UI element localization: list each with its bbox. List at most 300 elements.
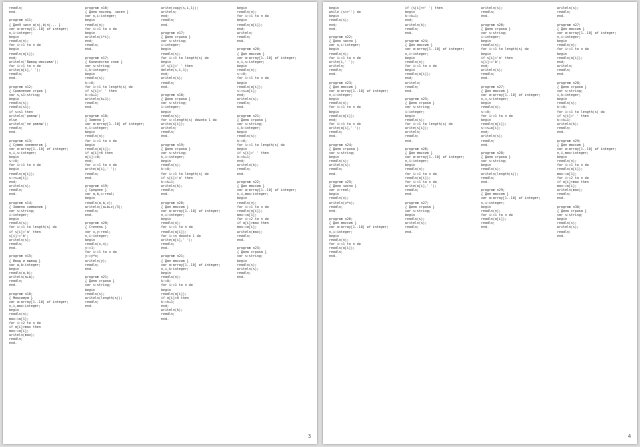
code-line: if s[i]=' ' then xyxy=(237,150,269,155)
code-line: n,i:integer; xyxy=(405,159,429,164)
code-line: program n20; xyxy=(237,47,261,52)
code-line: { Дан массив } xyxy=(481,192,509,197)
code-line: end. xyxy=(85,105,93,110)
code-line: for i:=1 to n do xyxy=(237,204,269,209)
code-line: for i:=1 to n do xyxy=(161,225,193,230)
code-line: n,i,s:integer; xyxy=(481,97,509,102)
code-line: readln; xyxy=(237,34,251,39)
code-line: readln(n); xyxy=(9,39,29,44)
code-line: end. xyxy=(481,225,489,230)
code-line: begin xyxy=(85,196,95,201)
code-line: readln; xyxy=(481,175,495,180)
code-line: k:=k+1; xyxy=(237,155,251,160)
code-line: writeln(s); xyxy=(481,134,503,139)
code-line: end; xyxy=(329,22,337,27)
code-line: for i:=1 to length(s) do xyxy=(9,225,57,230)
code-line: readln(s); xyxy=(85,76,105,81)
code-line: readln(a[i]); xyxy=(237,22,263,27)
code-line: readln; xyxy=(85,299,99,304)
code-line: program n21; xyxy=(161,254,185,259)
code-line: readln(n); xyxy=(557,43,577,48)
code-line: end. xyxy=(9,10,17,15)
code-line: { Дана строка } xyxy=(237,250,267,255)
code-line: readln; xyxy=(85,208,99,213)
code-line: begin xyxy=(481,204,491,209)
code-line: var s:string; xyxy=(405,208,431,213)
code-line: begin xyxy=(405,163,415,168)
code-line: for i:=1 to length(s) do xyxy=(161,55,209,60)
code-line: var a:array[1..10] of integer; xyxy=(237,55,297,60)
code-line: end. xyxy=(557,130,565,135)
code-line: { Сумма элементов } xyxy=(9,142,47,147)
code-line: writeln('Вывод массива'); xyxy=(9,59,59,64)
code-line: readln; xyxy=(9,126,23,131)
code-line: begin xyxy=(405,55,415,60)
code-line: writeln(k); xyxy=(237,163,259,168)
code-line: readln; xyxy=(9,188,23,193)
code-line: program n19; xyxy=(161,142,185,147)
code-line: readln; xyxy=(481,138,495,143)
document-page-right xyxy=(323,2,637,444)
code-line: writeln(s); xyxy=(161,76,183,81)
code-line: n,i:integer; xyxy=(481,200,505,205)
code-line: readln(s); xyxy=(9,221,29,226)
code-line: program n24; xyxy=(329,142,353,147)
code-line: k:=0; xyxy=(161,279,171,284)
code-line: begin xyxy=(481,51,491,56)
code-line: var a:array[1..10] of integer; xyxy=(405,155,465,160)
code-line: end; xyxy=(161,72,169,77)
code-line: begin xyxy=(9,47,19,52)
code-line: begin xyxy=(329,14,339,19)
code-line: s:=0; xyxy=(481,109,491,114)
code-line: var s:string; xyxy=(329,150,355,155)
code-line: readln; xyxy=(329,68,343,73)
code-line: writeln(k); xyxy=(405,22,427,27)
code-line: end; xyxy=(405,18,413,23)
code-line: write(a[i],' '); xyxy=(85,167,117,172)
text-column xyxy=(481,6,561,436)
code-line: program n12; xyxy=(9,84,33,89)
code-line: readln(n); xyxy=(329,51,349,56)
code-line: n,i:integer; xyxy=(9,30,33,35)
code-line: end. xyxy=(9,76,17,81)
code-line: begin xyxy=(481,39,491,44)
code-line: var s:string; xyxy=(405,105,431,110)
code-line: begin xyxy=(237,80,247,85)
code-line: end. xyxy=(161,316,169,321)
code-line: end; xyxy=(85,39,93,44)
code-line: readln; xyxy=(85,262,99,267)
code-line: readln; xyxy=(9,242,23,247)
code-line: program n19; xyxy=(85,184,109,189)
code-line: end; xyxy=(557,59,565,64)
code-line: n,i,max:integer; xyxy=(237,192,269,197)
code-line: readln; xyxy=(481,10,495,15)
code-line: s:=s+a[i]; xyxy=(481,126,501,131)
code-line: writeln('не равны'); xyxy=(9,121,49,126)
code-line: begin xyxy=(161,59,171,64)
code-line: max:=a[1]; xyxy=(557,171,577,176)
code-line: end. xyxy=(329,208,337,213)
code-line: writeln(length(s)); xyxy=(481,171,519,176)
code-line: var s:string; xyxy=(481,30,507,35)
code-line: k:=k+1; xyxy=(161,179,175,184)
code-line: readln(a,b); xyxy=(9,271,33,275)
code-line: k:=0; xyxy=(85,80,95,85)
code-line: { Дан массив } xyxy=(329,221,357,226)
code-line: program n26; xyxy=(481,22,505,27)
code-line: begin xyxy=(237,18,247,23)
code-line: i:integer; xyxy=(161,43,181,48)
code-line: { Дана строка } xyxy=(557,84,587,89)
code-line: writeln(s); xyxy=(9,184,31,189)
code-line: readln(n); xyxy=(405,59,425,64)
code-line: writeln('равны') xyxy=(9,113,41,118)
code-line: end. xyxy=(237,275,245,280)
code-line: readln(s); xyxy=(237,262,257,267)
code-line: writeln; xyxy=(237,30,253,35)
code-line: writeln(y); xyxy=(85,258,107,263)
code-line: readln(s); xyxy=(481,167,501,172)
code-line: writeln(s); xyxy=(481,6,503,10)
code-line: a[i]:=0; xyxy=(85,155,101,160)
code-line: for i:=1 to n do xyxy=(557,163,589,168)
code-line: writeln(max); xyxy=(9,333,35,338)
code-line: readln(s); xyxy=(557,221,577,226)
code-line: k:=k+1; xyxy=(161,299,175,304)
code-line: begin xyxy=(405,68,415,73)
code-line: readln; xyxy=(405,84,419,89)
code-line: readln; xyxy=(237,167,251,172)
code-line: readln(n); xyxy=(557,159,577,164)
code-line: else xyxy=(9,117,17,122)
code-line: readln(a[i]); xyxy=(405,175,431,180)
code-line: end. xyxy=(329,254,337,259)
code-line: begin xyxy=(329,109,339,114)
code-line: for i:=1 to n do xyxy=(405,171,437,176)
code-line: var s:string; xyxy=(237,121,263,126)
code-line: { Дан массив } xyxy=(161,258,189,263)
code-line: writeln(s); xyxy=(405,221,427,226)
code-line: var s:string; xyxy=(161,150,187,155)
code-line: for i:=2 to n do xyxy=(237,217,269,222)
code-line: for i:=1 to length(s) do xyxy=(161,171,209,176)
code-line: y:=1; xyxy=(85,246,95,251)
code-line: end. xyxy=(405,192,413,197)
code-line: end. xyxy=(9,341,17,346)
code-line: program n18; xyxy=(85,113,109,118)
code-line: begin xyxy=(85,18,95,23)
code-line: end. xyxy=(481,179,489,184)
code-line: readln; xyxy=(481,72,495,77)
code-line: end. xyxy=(161,246,169,251)
code-line: program n22; xyxy=(329,34,353,39)
code-line: end; xyxy=(481,63,489,68)
code-line: program n15; xyxy=(9,254,33,259)
code-line: readln; xyxy=(9,72,23,77)
code-line: end. xyxy=(557,233,565,238)
code-line: for i:=n downto 1 do xyxy=(161,233,201,238)
code-line: var a:array[1..10] of integer; xyxy=(161,262,221,267)
code-line: n,i,max:integer; xyxy=(557,150,589,155)
code-line: if a[i]>max then xyxy=(557,179,589,184)
code-line: program n20; xyxy=(85,221,109,226)
code-line: { Степень } xyxy=(85,225,107,230)
code-line: readln(n); xyxy=(237,200,257,205)
code-line: readln(s); xyxy=(9,101,29,106)
code-line: { Максимум } xyxy=(9,295,33,300)
code-line: var s:string; xyxy=(9,208,35,213)
text-column xyxy=(237,6,317,436)
code-line: var a:array[1..10] of integer; xyxy=(557,146,617,151)
code-line: k:=k+1; xyxy=(405,14,419,19)
code-line: program n11; xyxy=(9,18,33,23)
text-column xyxy=(9,6,89,436)
code-line: program n20; xyxy=(161,200,185,205)
code-line: readln(s1); xyxy=(9,105,31,110)
code-line: write(s[i]); xyxy=(405,126,429,131)
code-line: begin xyxy=(405,213,415,218)
code-line: { Дана строка } xyxy=(481,155,511,160)
code-line: readln(a[i]); xyxy=(557,55,583,60)
code-line: for i:=1 to length(s) do xyxy=(405,121,453,126)
code-line: end; xyxy=(237,92,245,97)
code-line: if a[i]>max then xyxy=(9,324,41,329)
code-line: for i:=1 to n do xyxy=(237,76,269,81)
code-line: { Дана строка } xyxy=(161,146,191,151)
code-line: i:integer; xyxy=(161,105,181,110)
code-line: program n21; xyxy=(237,113,261,118)
code-line: readln(s); xyxy=(237,134,257,139)
code-line: end. xyxy=(9,192,17,197)
code-line: begin xyxy=(85,130,95,135)
code-line: writeln; xyxy=(405,80,421,85)
code-line: for i:=1 to n do xyxy=(9,43,41,48)
code-line: readln(x,n); xyxy=(85,242,109,247)
code-line: begin xyxy=(85,30,95,35)
code-line: k:=0; xyxy=(557,105,567,110)
code-line: readln; xyxy=(405,188,419,193)
code-line: readln(a[i]); xyxy=(237,84,263,89)
code-line: writeln; xyxy=(161,10,177,15)
code-line: program n30; xyxy=(557,204,581,209)
code-line: var x,y:real; xyxy=(85,229,111,234)
code-line: program n27; xyxy=(405,200,429,205)
code-line: var s,s1:string; xyxy=(9,92,41,97)
page-number: 4 xyxy=(627,434,631,440)
code-line: begin xyxy=(557,51,567,56)
code-line: y:=y*x; xyxy=(85,254,99,259)
code-line: for i:=1 to n do xyxy=(9,63,41,68)
code-line: { Дан массив } xyxy=(557,142,585,147)
code-line: begin xyxy=(329,47,339,52)
code-line: for i:=1 to n do xyxy=(405,179,437,184)
code-line: program n17; xyxy=(161,30,185,35)
code-line: { Дан массив } xyxy=(405,150,433,155)
code-line: end. xyxy=(9,246,17,251)
code-line: end. xyxy=(9,130,17,135)
code-line: var a:array[1..10] of integer; xyxy=(9,299,69,304)
code-line: max:=a[i]; xyxy=(237,225,257,230)
code-line: readln(s); xyxy=(161,113,181,118)
code-line: k:=k+1; xyxy=(557,117,571,122)
code-line: begin xyxy=(161,109,171,114)
code-line: for i:=length(s) downto 1 do xyxy=(161,117,217,122)
code-line: end. xyxy=(161,84,169,89)
code-line: var a:array[1..10] of integer; xyxy=(557,30,617,35)
code-line: max:=a[1]; xyxy=(237,213,257,218)
code-line: end. xyxy=(405,229,413,234)
code-line: writeln(s); xyxy=(237,266,259,271)
code-line: program n28; xyxy=(557,80,581,85)
code-line: s[i]:='b'; xyxy=(481,59,501,64)
code-line: writeln; xyxy=(405,130,421,135)
code-line: begin xyxy=(9,217,19,222)
code-line: var s:string; xyxy=(85,63,111,68)
code-line: var n,i:integer; xyxy=(85,14,117,19)
code-line: readln(s); xyxy=(329,18,349,23)
code-line: readln(n); xyxy=(85,22,105,27)
code-line: readln; xyxy=(557,10,571,15)
code-line: begin xyxy=(329,6,339,10)
code-line: begin xyxy=(481,117,491,122)
code-line: end. xyxy=(9,283,17,288)
code-line: begin xyxy=(9,308,19,313)
code-line: program n23; xyxy=(237,246,261,251)
code-line: if s[i]=' ' then xyxy=(85,88,117,93)
code-line: n,i:integer; xyxy=(329,229,353,234)
code-line: write(a[i],' '); xyxy=(9,68,41,73)
code-line: readln(n); xyxy=(237,68,257,73)
code-line: i:integer; xyxy=(405,109,425,114)
code-line: readln; xyxy=(481,221,495,226)
code-line: readln(a[i]); xyxy=(85,146,111,151)
code-line: for i:=1 to n do xyxy=(85,26,117,31)
code-line: writeln((a+b+c)/3); xyxy=(85,204,123,209)
code-line: max:=a[i]; xyxy=(9,328,29,333)
code-line: readln; xyxy=(85,171,99,176)
code-line: readln; xyxy=(9,279,23,284)
code-line: var n,i:integer; xyxy=(329,43,361,48)
code-line: begin xyxy=(557,217,567,222)
code-line: for i:=1 to n do xyxy=(237,14,269,19)
code-line: var a:array[1..10] of integer; xyxy=(237,188,297,193)
code-line: var s:string; xyxy=(481,159,507,164)
code-line: begin xyxy=(9,167,19,172)
code-line: writeln(s); xyxy=(557,6,579,10)
code-line: readln; xyxy=(405,26,419,31)
code-line: readln; xyxy=(557,126,571,131)
code-line: n,i,max:integer; xyxy=(9,304,41,309)
code-line: { Дан массив } xyxy=(237,184,265,189)
code-line: i,k:integer; xyxy=(85,68,109,73)
code-line: var a:array[1..10] of integer; xyxy=(329,88,389,93)
code-line: write(a[i],' '); xyxy=(161,237,193,242)
code-line: program n24; xyxy=(405,39,429,44)
code-line: for i:=1 to n do xyxy=(9,163,41,168)
code-line: end. xyxy=(85,175,93,180)
code-line: var a:array[1..10] of integer; xyxy=(85,121,145,126)
code-line: for i:=1 to length(s) do xyxy=(237,142,285,147)
code-line: program n25; xyxy=(329,179,353,184)
code-line: begin xyxy=(237,146,247,151)
code-line: program n16; xyxy=(85,6,109,10)
code-line: begin xyxy=(161,159,171,164)
code-line: { Дано число } xyxy=(329,184,357,189)
text-column xyxy=(329,6,409,436)
code-line: n,i,s:integer; xyxy=(237,59,265,64)
code-line: begin xyxy=(329,97,339,102)
code-line: readln; xyxy=(557,68,571,73)
code-line: writeln(k); xyxy=(161,184,183,189)
code-line: readln(n); xyxy=(85,134,105,139)
code-line: end; xyxy=(237,159,245,164)
code-line: readln(s); xyxy=(329,159,349,164)
code-line: { Дана строка } xyxy=(405,204,435,209)
code-line: writeln(s); xyxy=(9,237,31,242)
code-line: var a:array[1..10] of integer; xyxy=(405,47,465,52)
code-line: program n29; xyxy=(481,188,505,193)
code-line: readln(a,b,c); xyxy=(85,200,113,205)
code-line: if s[i]=' ' then xyxy=(161,63,193,68)
code-line: begin xyxy=(161,287,171,292)
code-line: delete(s,i,1); xyxy=(161,68,189,73)
code-line: begin xyxy=(237,196,247,201)
code-line: { Дана строка } xyxy=(329,146,359,151)
code-line: { Дан массив } xyxy=(329,84,357,89)
code-line: program n27; xyxy=(557,22,581,27)
code-line: begin xyxy=(9,34,19,39)
code-line: readln; xyxy=(329,130,343,135)
code-line: var s:string; xyxy=(161,39,187,44)
code-line: begin xyxy=(161,217,171,222)
code-line: end. xyxy=(237,171,245,176)
code-line: begin xyxy=(9,97,19,102)
code-line: for i:=1 to n do xyxy=(481,213,513,218)
code-line: for i:=2 to n do xyxy=(9,320,41,325)
code-line: writeln; xyxy=(557,63,573,68)
code-line: { Дан массив } xyxy=(481,88,509,93)
code-line: for i:=1 to length(s) do xyxy=(85,84,133,89)
code-line: for i:=1 to length(s) do xyxy=(557,109,605,114)
code-line: readln; xyxy=(9,6,23,10)
code-line: writeln(k); xyxy=(161,308,183,313)
code-line: writeln(s); xyxy=(237,97,259,102)
code-line: begin xyxy=(405,113,415,118)
code-line: begin xyxy=(557,155,567,160)
code-line: max:=a[i]; xyxy=(557,184,577,189)
code-line: readln(a[i]); xyxy=(161,229,187,234)
code-line: readln(a[i]); xyxy=(557,167,583,172)
code-line: readln(a[i]); xyxy=(161,291,187,296)
code-line: write(copy(s,i,1)); xyxy=(161,6,199,10)
code-line: write(i,' '); xyxy=(329,59,355,64)
code-line: end. xyxy=(405,30,413,35)
code-line: readln(n); xyxy=(481,208,501,213)
code-line: i,k:integer; xyxy=(557,92,581,97)
code-line: readln(s); xyxy=(85,291,105,296)
code-line: { Дан массив } xyxy=(405,43,433,48)
code-line: readln(s); xyxy=(481,43,501,48)
code-line: end. xyxy=(329,26,337,31)
code-line: { Дана строка } xyxy=(85,279,115,284)
code-line: readln(a[i]); xyxy=(329,246,355,251)
code-line: begin xyxy=(329,155,339,160)
code-line: readln(n); xyxy=(161,221,181,226)
code-line: program n29; xyxy=(557,138,581,143)
code-line: if a[i]<0 then xyxy=(85,150,113,155)
